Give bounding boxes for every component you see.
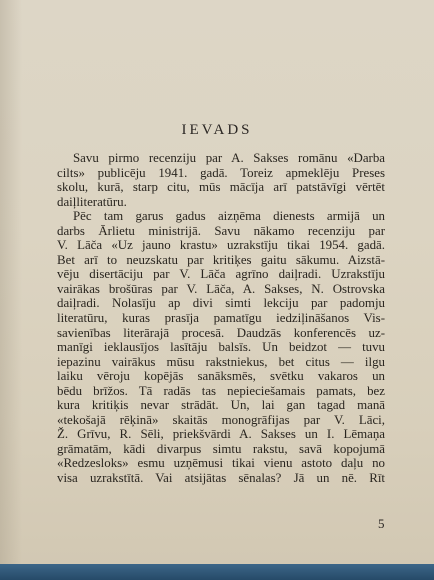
text-line: daiļliteratūru.	[57, 194, 127, 209]
text-line: bēdu brīžos. Tā radās tas nepieciešamais pamats, bez	[57, 383, 385, 398]
text-line: darbs Ārlietu ministrijā. Savu nākamo recenziju par	[57, 223, 385, 238]
text-line: Bet arī to neuzskatu par kritiķes gaitu sākumu. Aizstā-	[57, 252, 385, 267]
text-line: literatūru, kuras prasīja pamatīgu iedziļināšanos Vis-	[57, 311, 385, 326]
text-line: Savu pirmo recenziju par A. Sakses romānu «Darba	[73, 151, 385, 165]
page-gutter-shadow	[0, 0, 22, 566]
text-line: daiļradi. Nolasīju ap divi simti lekciju par padomju	[57, 296, 385, 311]
text-line: vairākas brošūras par V. Lāča, A. Sakses, N. Ostrovska	[57, 281, 385, 296]
text-line: «Redzesloks» esmu uzņēmusi tikai vienu astoto daļu no	[57, 456, 385, 471]
page-number: 5	[378, 516, 385, 531]
text-line: laiku vēroju kopējās sanāksmēs, svētku vakaros un	[57, 369, 385, 384]
body-text	[57, 151, 385, 486]
text-line: Pēc tam garus gadus aizņēma dienests armijā un	[73, 209, 385, 224]
text-line: Ž. Grīvu, R. Sēli, priekšvārdi A. Sakses un I. Lēmaņa	[57, 427, 385, 442]
background-surface	[0, 564, 434, 580]
text-line: manīgi ieklausījos lasītāju balsīs. Un beidzot — tuvu	[57, 340, 385, 355]
text-line: iepazinu vairākus mūsu rakstniekus, bet citus — ilgu	[57, 354, 385, 369]
text-line: skolu, kurā, starp citu, mūs mācīja arī patstāvīgi vērtēt	[57, 180, 385, 195]
chapter-title: IEVADS	[181, 122, 253, 138]
text-line: savienības literārajā procesā. Daudzās konferencēs uz-	[57, 325, 385, 340]
text-line: grāmatām, kādi divarpus simtu rakstu, savā kopojumā	[57, 441, 385, 456]
text-line: «tekošajā rēķinā» skaitās monogrāfijas par V. Lāci,	[57, 412, 385, 427]
text-line: visa uzrakstītā. Vai atsijātas sēnalas? Jā un nē. Rīt	[57, 471, 385, 486]
text-line: V. Lāča «Uz jauno krastu» uzrakstīju tikai 1954. gadā.	[57, 238, 385, 253]
text-line: cilts» publicēju 1941. gadā. Toreiz apmeklēju Preses	[57, 165, 385, 180]
text-line: kura kritiķis nevar strādāt. Un, lai gan tagad manā	[57, 398, 385, 413]
text-line: vēju disertāciju par V. Lāča agrīno daiļradi. Uzrakstīju	[57, 267, 385, 282]
